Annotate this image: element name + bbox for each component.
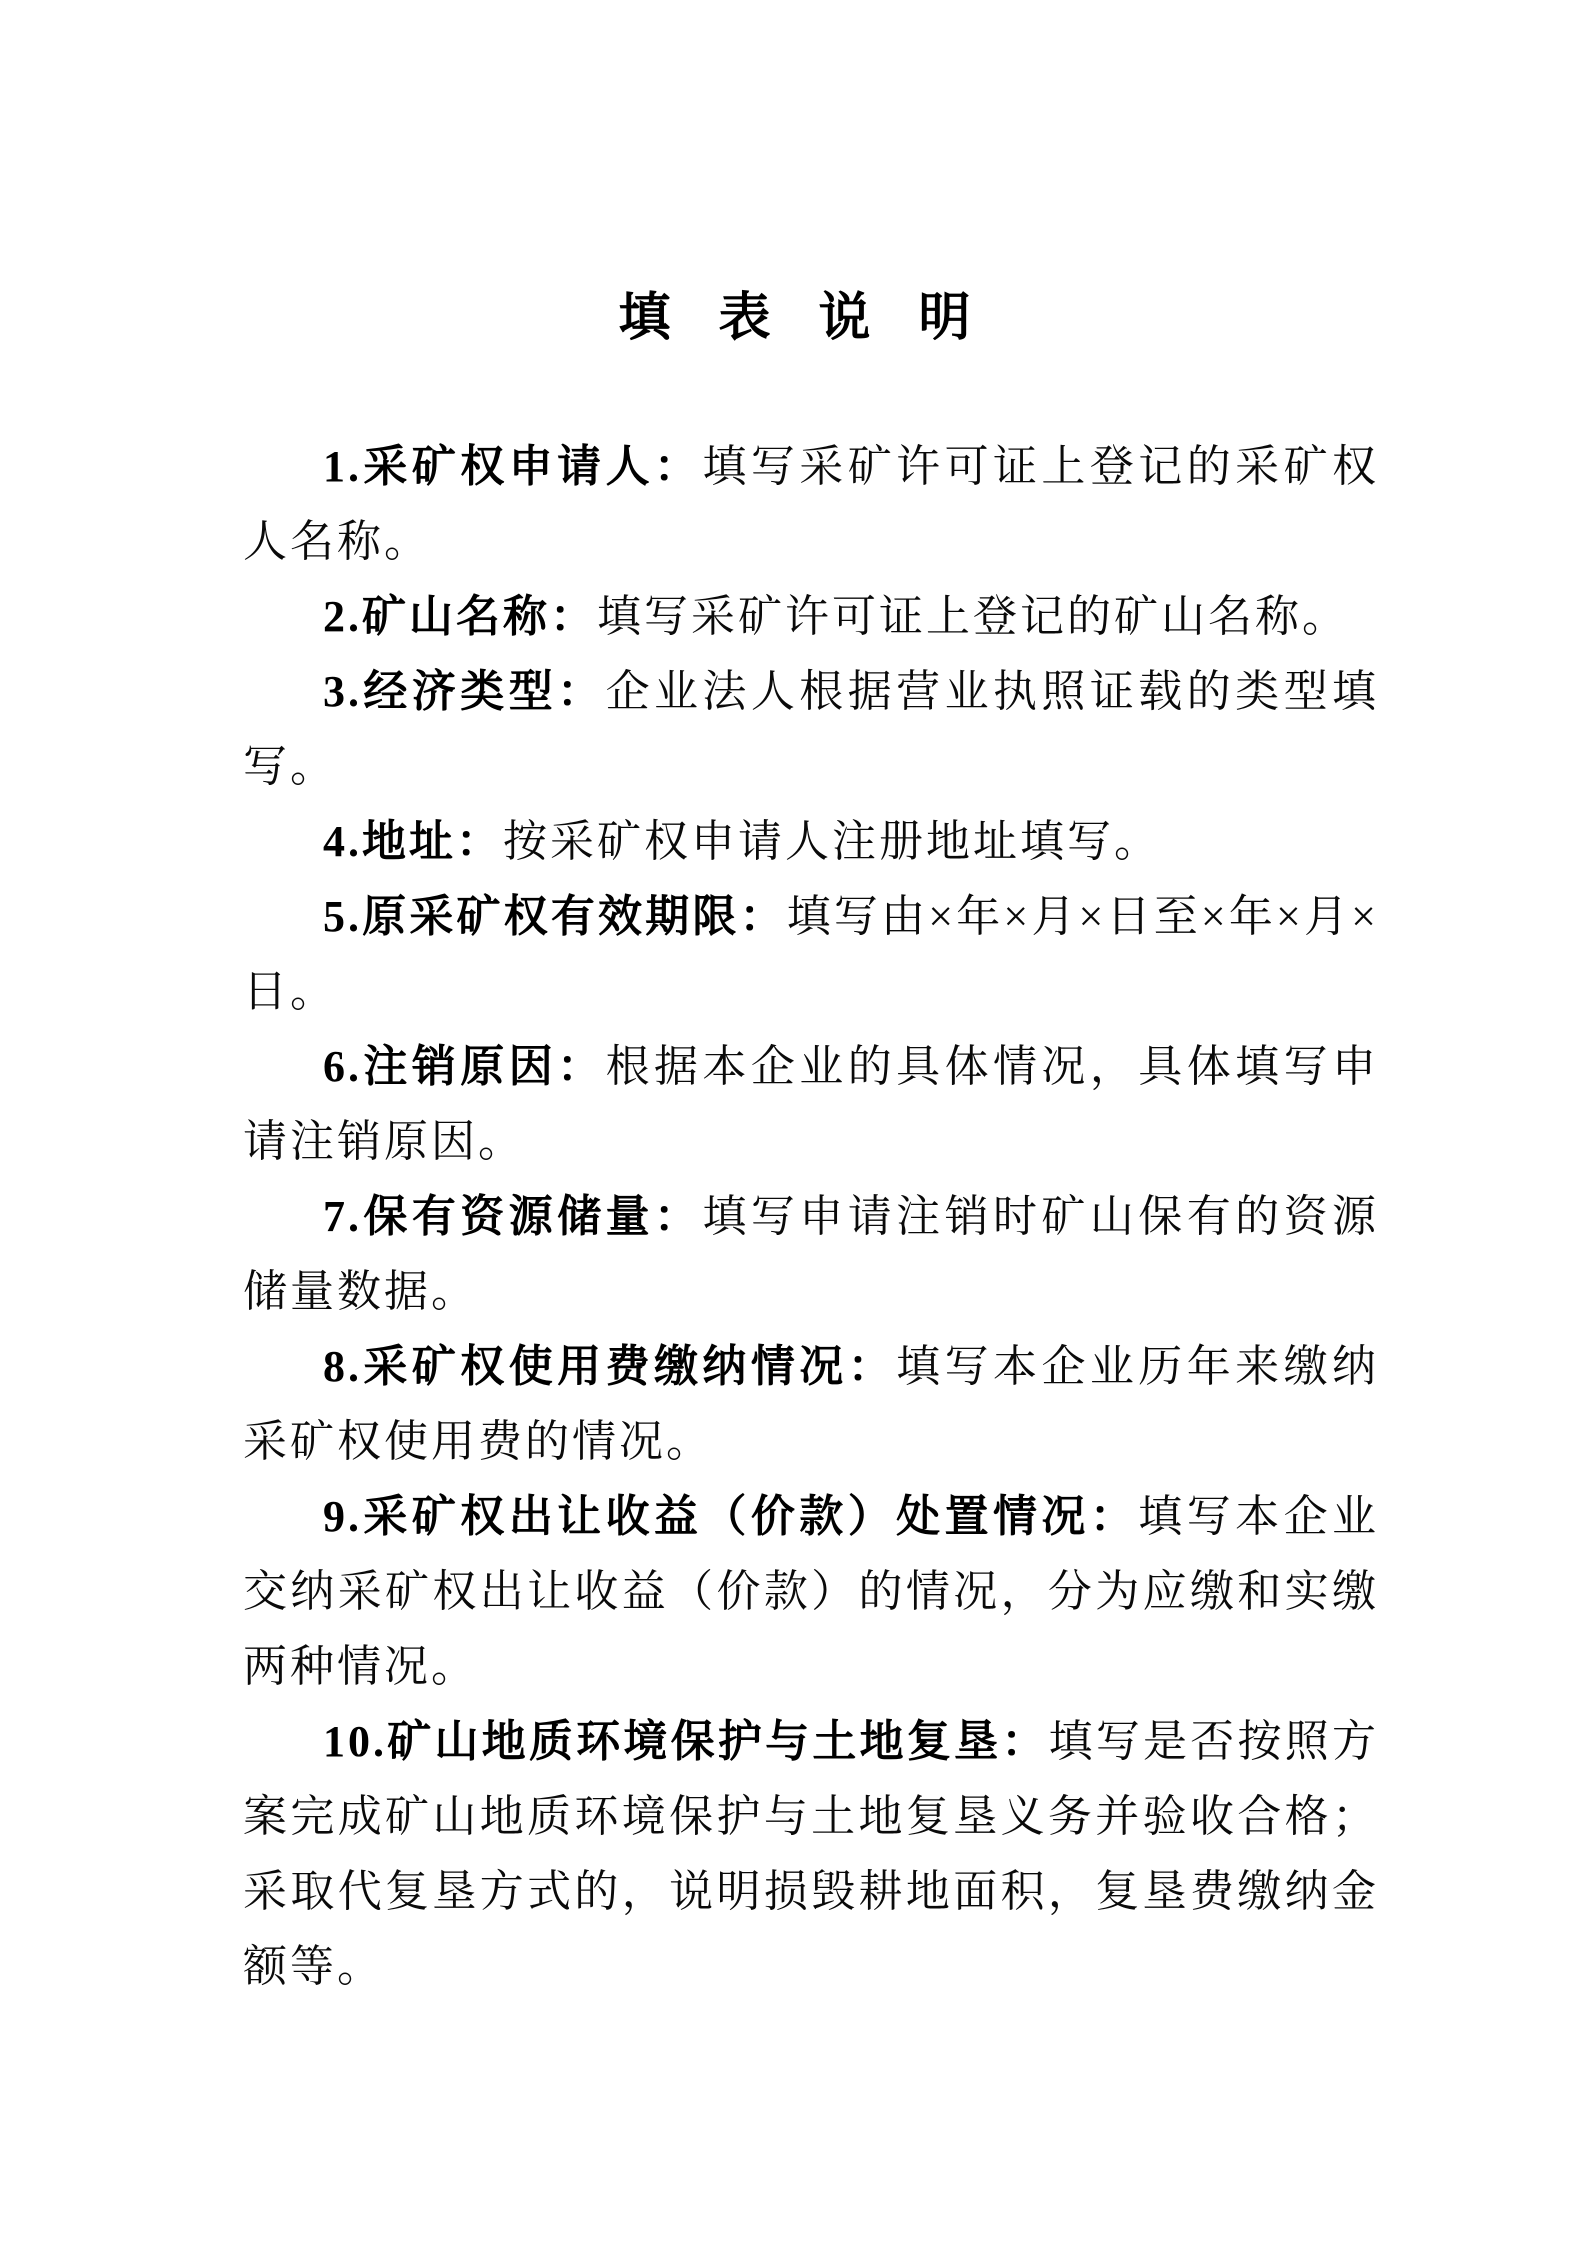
item-text: 填写是否按照方案完成矿山地质环境保护与土地复垦义务并验收合格；采取代复垦方式的，说明损毁耕地面积，复垦费缴纳金额等。 [243, 1717, 1380, 1991]
item-label: 6.注销原因： [323, 1042, 606, 1091]
item-text: 填写采矿许可证上登记的矿山名称。 [597, 592, 1349, 641]
item-label: 3.经济类型： [323, 667, 606, 716]
item-label: 4.地址： [323, 817, 503, 866]
instruction-item [243, 804, 1379, 879]
item-label: 9.采矿权出让收益（价款）处置情况： [323, 1492, 1139, 1541]
page-title: 填 表 说 明 [618, 288, 969, 348]
item-text: 填写本企业历年来缴纳采矿权使用费的情况。 [243, 1342, 1380, 1466]
item-text: 企业法人根据营业执照证载的类型填写。 [243, 667, 1380, 791]
item-label: 5.原采矿权有效期限： [323, 892, 787, 941]
item-text: 按采矿权申请人注册地址填写。 [503, 817, 1161, 866]
instruction-item [243, 579, 1379, 654]
instruction-item [243, 1329, 1379, 1479]
instruction-item [243, 1029, 1379, 1179]
instruction-item [243, 654, 1379, 804]
item-label: 2.矿山名称： [323, 592, 597, 641]
item-label: 10.矿山地质环境保护与土地复垦： [323, 1717, 1049, 1766]
item-label: 7.保有资源储量： [323, 1192, 703, 1241]
item-text: 填写本企业交纳采矿权出让收益（价款）的情况，分为应缴和实缴两种情况。 [243, 1492, 1380, 1691]
item-label: 1.采矿权申请人： [323, 442, 703, 491]
instruction-item [243, 1179, 1379, 1329]
instructions-list [243, 429, 1379, 2004]
item-label: 8.采矿权使用费缴纳情况： [323, 1342, 897, 1391]
item-text: 填写申请注销时矿山保有的资源储量数据。 [243, 1192, 1380, 1316]
item-text: 填写由×年×月×日至×年×月×日。 [243, 892, 1380, 1016]
instruction-item [243, 1479, 1379, 1704]
instruction-item [243, 1704, 1379, 2004]
item-text: 根据本企业的具体情况，具体填写申请注销原因。 [243, 1042, 1380, 1166]
instruction-item [243, 429, 1379, 579]
item-text: 填写采矿许可证上登记的采矿权人名称。 [243, 442, 1380, 566]
instruction-item [243, 879, 1379, 1029]
